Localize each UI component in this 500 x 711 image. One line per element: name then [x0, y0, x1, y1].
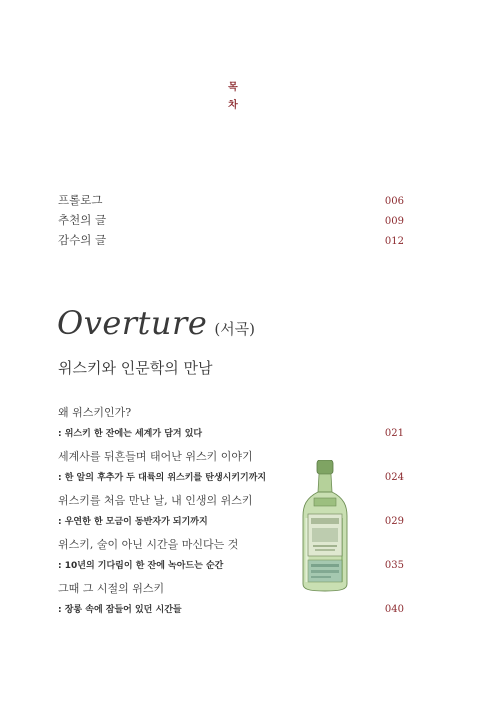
- page-number: 035: [384, 560, 404, 571]
- page-number: 024: [384, 472, 404, 483]
- toc-heading-char-2: 차: [228, 100, 238, 111]
- chapter-subtitle: : 위스키 한 잔에는 세계가 담겨 있다: [58, 429, 203, 439]
- front-matter-item[interactable]: [58, 232, 404, 252]
- page-number: 029: [384, 516, 404, 527]
- chapter-title: 위스키를 처음 만난 날, 내 인생의 위스키: [58, 494, 253, 507]
- chapter-subtitle: : 한 알의 후추가 두 대륙의 위스키를 탄생시키기까지: [58, 473, 267, 483]
- chapter-entry[interactable]: [58, 404, 404, 448]
- chapter-subtitle: : 장롱 속에 잠들어 있던 시간들: [58, 605, 182, 615]
- front-matter-title: 추천의 글: [58, 213, 107, 227]
- chapter-list: [58, 404, 404, 624]
- chapter-entry[interactable]: [58, 580, 404, 624]
- toc-heading: [226, 79, 240, 115]
- part-title-en: Overture: [57, 304, 208, 342]
- chapter-title: 위스키, 술이 아닌 시간을 마신다는 것: [58, 538, 239, 551]
- page-number: 040: [384, 604, 404, 615]
- toc-heading-char-1: 목: [228, 82, 238, 93]
- front-matter-item[interactable]: [58, 212, 404, 232]
- chapter-title: 그때 그 시절의 위스키: [58, 582, 165, 595]
- part-title-ko: (서곡): [214, 320, 256, 338]
- page-number: 021: [384, 428, 404, 439]
- front-matter-list: [58, 192, 404, 252]
- page-number: 012: [384, 236, 404, 247]
- page-number: 006: [384, 196, 404, 207]
- whisky-bottle-illustration: [298, 460, 352, 592]
- chapter-title: 왜 위스키인가?: [58, 406, 132, 419]
- chapter-entry[interactable]: [58, 448, 404, 492]
- front-matter-title: 프롤로그: [58, 193, 103, 207]
- chapter-entry[interactable]: [58, 536, 404, 580]
- part-title: [57, 304, 255, 342]
- part-subtitle: 위스키와 인문학의 만남: [58, 359, 213, 377]
- chapter-entry[interactable]: [58, 492, 404, 536]
- page-number: 009: [384, 216, 404, 227]
- front-matter-item[interactable]: [58, 192, 404, 212]
- chapter-subtitle: : 10년의 기다림이 한 잔에 녹아드는 순간: [58, 561, 224, 571]
- front-matter-title: 감수의 글: [58, 233, 107, 247]
- chapter-title: 세계사를 뒤흔들며 태어난 위스키 이야기: [58, 450, 253, 463]
- chapter-subtitle: : 우연한 한 모금이 동반자가 되기까지: [58, 517, 208, 527]
